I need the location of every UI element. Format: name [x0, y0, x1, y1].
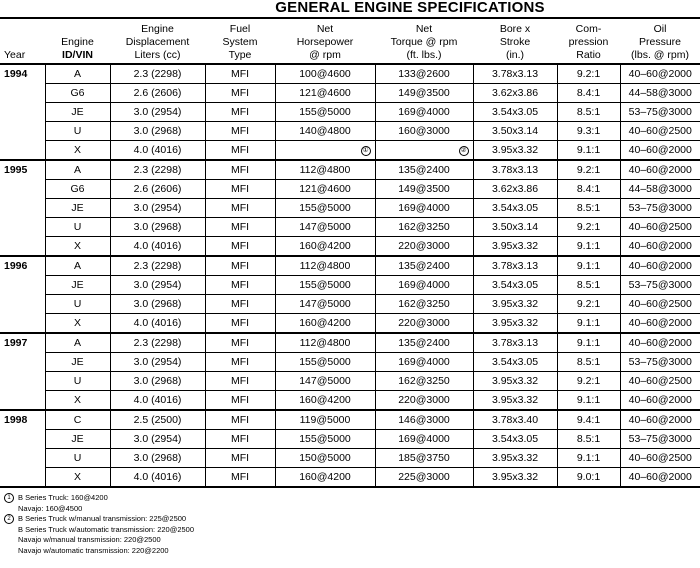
fuel-system-cell: MFI — [205, 237, 275, 257]
engine-specifications-table — [0, 17, 700, 488]
bore-stroke-cell: 3.95x3.32 — [473, 449, 557, 468]
torque-cell: 185@3750 — [375, 449, 473, 468]
displacement-cell: 2.3 (2298) — [110, 160, 205, 180]
fuel-system-cell: MFI — [205, 391, 275, 411]
bore-stroke-cell: 3.95x3.32 — [473, 237, 557, 257]
oil-pressure-cell: 44–58@3000 — [620, 180, 700, 199]
table-row — [0, 160, 700, 180]
bore-stroke-cell: 3.54x3.05 — [473, 430, 557, 449]
header-line: Com- — [575, 23, 602, 35]
displacement-cell: 3.0 (2954) — [110, 430, 205, 449]
oil-pressure-cell: 53–75@3000 — [620, 353, 700, 372]
compression-cell: 9.0:1 — [557, 468, 620, 488]
displacement-cell: 2.6 (2606) — [110, 84, 205, 103]
footnote — [4, 504, 82, 514]
horsepower-cell: 100@4600 — [275, 64, 375, 84]
oil-pressure-cell: 40–60@2000 — [620, 333, 700, 353]
oil-pressure-cell: 40–60@2000 — [620, 410, 700, 430]
fuel-system-cell: MFI — [205, 314, 275, 334]
engine-id-cell: A — [45, 160, 110, 180]
footnote-text: B Series Truck w/automatic transmission: 220@2500 — [18, 524, 195, 534]
fuel-system-cell: MFI — [205, 353, 275, 372]
compression-cell: 8.4:1 — [557, 180, 620, 199]
header-line: Pressure — [638, 36, 681, 48]
header-line: @ rpm — [309, 49, 341, 61]
horsepower-cell: 160@4200 — [275, 314, 375, 334]
table-row — [0, 410, 700, 430]
year-cell: 1998 — [0, 410, 45, 487]
horsepower-cell: 155@5000 — [275, 199, 375, 218]
oil-pressure-cell: 40–60@2000 — [620, 256, 700, 276]
fuel-system-cell: MFI — [205, 64, 275, 84]
oil-pressure-cell: 40–60@2000 — [620, 141, 700, 161]
bore-stroke-cell: 3.54x3.05 — [473, 276, 557, 295]
torque-cell: 169@4000 — [375, 276, 473, 295]
displacement-cell: 3.0 (2954) — [110, 103, 205, 122]
fuel-system-cell: MFI — [205, 430, 275, 449]
compression-cell: 8.5:1 — [557, 103, 620, 122]
bore-stroke-cell: 3.50x3.14 — [473, 122, 557, 141]
header-displacement — [110, 18, 205, 64]
fuel-system-cell: MFI — [205, 180, 275, 199]
displacement-cell: 3.0 (2954) — [110, 353, 205, 372]
footnote — [4, 535, 161, 545]
table-row — [0, 295, 700, 314]
engine-id-cell: X — [45, 237, 110, 257]
horsepower-cell: 155@5000 — [275, 276, 375, 295]
oil-pressure-cell: 53–75@3000 — [620, 199, 700, 218]
table-row — [0, 333, 700, 353]
header-line: (lbs. @ rpm) — [631, 49, 689, 61]
engine-id-cell: JE — [45, 199, 110, 218]
engine-id-cell: JE — [45, 276, 110, 295]
displacement-cell: 2.3 (2298) — [110, 256, 205, 276]
oil-pressure-cell: 53–75@3000 — [620, 430, 700, 449]
compression-cell: 9.2:1 — [557, 160, 620, 180]
engine-id-cell: A — [45, 256, 110, 276]
header-oil-pressure — [620, 18, 700, 64]
table-row — [0, 468, 700, 488]
year-cell: 1997 — [0, 333, 45, 410]
footnote-text: Navajo w/manual transmission: 220@2500 — [18, 535, 161, 544]
fuel-system-cell: MFI — [205, 256, 275, 276]
oil-pressure-cell: 44–58@3000 — [620, 84, 700, 103]
displacement-cell: 3.0 (2968) — [110, 122, 205, 141]
year-cell: 1994 — [0, 64, 45, 160]
horsepower-cell: 112@4800 — [275, 333, 375, 353]
engine-id-cell: X — [45, 391, 110, 411]
horsepower-cell: 140@4800 — [275, 122, 375, 141]
footnote-marker: ① — [362, 147, 369, 154]
bore-stroke-cell: 3.95x3.32 — [473, 141, 557, 161]
header-line: Horsepower — [296, 36, 354, 48]
fuel-system-cell: MFI — [205, 372, 275, 391]
compression-cell: 8.5:1 — [557, 276, 620, 295]
displacement-cell: 2.3 (2298) — [110, 333, 205, 353]
displacement-cell: 2.6 (2606) — [110, 180, 205, 199]
engine-id-cell: JE — [45, 103, 110, 122]
table-row — [0, 64, 700, 84]
compression-cell: 9.1:1 — [557, 314, 620, 334]
horsepower-cell: 112@4800 — [275, 160, 375, 180]
fuel-system-cell: MFI — [205, 122, 275, 141]
year-cell: 1995 — [0, 160, 45, 256]
compression-cell: 9.2:1 — [557, 64, 620, 84]
fuel-system-cell: MFI — [205, 141, 275, 161]
footnote-text: Navajo w/automatic transmission: 220@2200 — [18, 545, 169, 555]
table-row — [0, 141, 700, 161]
torque-cell: 160@3000 — [375, 122, 473, 141]
table-row — [0, 218, 700, 237]
torque-cell: 135@2400 — [375, 256, 473, 276]
fuel-system-cell: MFI — [205, 218, 275, 237]
torque-cell: 135@2400 — [375, 333, 473, 353]
torque-cell: 220@3000 — [375, 314, 473, 334]
engine-id-cell: G6 — [45, 84, 110, 103]
compression-cell: 9.2:1 — [557, 372, 620, 391]
table-row — [0, 449, 700, 468]
header-line: (ft. lbs.) — [406, 49, 442, 61]
horsepower-cell: 147@5000 — [275, 295, 375, 314]
footnote — [4, 546, 169, 556]
oil-pressure-cell: 40–60@2500 — [620, 218, 700, 237]
compression-cell: 8.5:1 — [557, 199, 620, 218]
footnote — [4, 514, 186, 524]
header-line: Liters (cc) — [134, 49, 181, 61]
oil-pressure-cell: 40–60@2500 — [620, 295, 700, 314]
engine-id-cell: U — [45, 449, 110, 468]
torque-cell: 220@3000 — [375, 237, 473, 257]
header-year: Year — [0, 18, 45, 64]
horsepower-cell: 112@4800 — [275, 256, 375, 276]
table-row — [0, 180, 700, 199]
bore-stroke-cell: 3.78x3.13 — [473, 64, 557, 84]
table-row — [0, 353, 700, 372]
footnote — [4, 493, 108, 503]
engine-id-cell: U — [45, 218, 110, 237]
fuel-system-cell: MFI — [205, 333, 275, 353]
engine-id-cell: U — [45, 372, 110, 391]
oil-pressure-cell: 40–60@2000 — [620, 391, 700, 411]
header-line: Engine — [61, 36, 94, 48]
bore-stroke-cell: 3.95x3.32 — [473, 314, 557, 334]
fuel-system-cell: MFI — [205, 160, 275, 180]
header-line: Type — [228, 49, 252, 61]
header-line: Net — [316, 23, 334, 35]
torque-cell: 169@4000 — [375, 103, 473, 122]
compression-cell: 8.5:1 — [557, 430, 620, 449]
horsepower-cell: 155@5000 — [275, 103, 375, 122]
horsepower-cell: 160@4200 — [275, 391, 375, 411]
fuel-system-cell: MFI — [205, 199, 275, 218]
engine-id-cell: G6 — [45, 180, 110, 199]
footnote-marker: ② — [460, 147, 467, 154]
oil-pressure-cell: 40–60@2500 — [620, 372, 700, 391]
horsepower-cell: 147@5000 — [275, 372, 375, 391]
footnote-text: B Series Truck w/manual transmission: 225@2500 — [18, 514, 187, 523]
torque-cell: 133@2600 — [375, 64, 473, 84]
torque-cell: 162@3250 — [375, 295, 473, 314]
table-row — [0, 122, 700, 141]
displacement-cell: 4.0 (4016) — [110, 314, 205, 334]
bore-stroke-cell: 3.78x3.13 — [473, 160, 557, 180]
torque-cell — [375, 141, 473, 161]
year-cell: 1996 — [0, 256, 45, 333]
torque-cell: 149@3500 — [375, 180, 473, 199]
table-row — [0, 430, 700, 449]
header-line: Ratio — [576, 49, 601, 61]
header-line: Displacement — [125, 36, 190, 48]
table-row — [0, 276, 700, 295]
bore-stroke-cell: 3.78x3.13 — [473, 256, 557, 276]
fuel-system-cell: MFI — [205, 295, 275, 314]
fuel-system-cell: MFI — [205, 84, 275, 103]
header-line: Stroke — [499, 36, 531, 48]
table-row — [0, 237, 700, 257]
compression-cell: 9.2:1 — [557, 295, 620, 314]
bore-stroke-cell: 3.95x3.32 — [473, 468, 557, 488]
horsepower-cell: 155@5000 — [275, 353, 375, 372]
torque-cell: 169@4000 — [375, 430, 473, 449]
footnote — [4, 525, 194, 535]
displacement-cell: 4.0 (4016) — [110, 237, 205, 257]
horsepower-cell: 155@5000 — [275, 430, 375, 449]
header-bore-stroke — [473, 18, 557, 64]
header-engine-id — [45, 18, 110, 64]
bore-stroke-cell: 3.62x3.86 — [473, 180, 557, 199]
compression-cell: 9.1:1 — [557, 237, 620, 257]
oil-pressure-cell: 40–60@2500 — [620, 449, 700, 468]
fuel-system-cell: MFI — [205, 276, 275, 295]
compression-cell: 8.4:1 — [557, 84, 620, 103]
oil-pressure-cell: 40–60@2000 — [620, 64, 700, 84]
displacement-cell: 3.0 (2968) — [110, 295, 205, 314]
horsepower-cell: 121@4600 — [275, 180, 375, 199]
horsepower-cell: 160@4200 — [275, 237, 375, 257]
footnote-number-icon: 2 — [4, 514, 14, 524]
header-line: ID/VIN — [62, 49, 93, 61]
bore-stroke-cell: 3.78x3.13 — [473, 333, 557, 353]
fuel-system-cell: MFI — [205, 410, 275, 430]
torque-cell: 169@4000 — [375, 199, 473, 218]
footnote-text: B Series Truck: 160@4200 — [18, 493, 108, 502]
header-compression — [557, 18, 620, 64]
displacement-cell: 4.0 (4016) — [110, 391, 205, 411]
compression-cell: 9.1:1 — [557, 391, 620, 411]
displacement-cell: 4.0 (4016) — [110, 468, 205, 488]
compression-cell: 8.5:1 — [557, 353, 620, 372]
table-row — [0, 391, 700, 411]
table-row — [0, 256, 700, 276]
torque-cell: 225@3000 — [375, 468, 473, 488]
engine-id-cell: A — [45, 64, 110, 84]
displacement-cell: 3.0 (2968) — [110, 218, 205, 237]
bore-stroke-cell: 3.95x3.32 — [473, 391, 557, 411]
displacement-cell: 3.0 (2954) — [110, 199, 205, 218]
compression-cell: 9.1:1 — [557, 141, 620, 161]
page-title: GENERAL ENGINE SPECIFICATIONS — [275, 0, 545, 16]
torque-cell: 146@3000 — [375, 410, 473, 430]
engine-id-cell: X — [45, 141, 110, 161]
engine-id-cell: JE — [45, 353, 110, 372]
bore-stroke-cell: 3.54x3.05 — [473, 199, 557, 218]
header-line: pression — [568, 36, 609, 48]
bore-stroke-cell: 3.62x3.86 — [473, 84, 557, 103]
torque-cell: 135@2400 — [375, 160, 473, 180]
engine-id-cell: A — [45, 333, 110, 353]
horsepower-cell — [275, 141, 375, 161]
engine-id-cell: JE — [45, 430, 110, 449]
displacement-cell: 2.3 (2298) — [110, 64, 205, 84]
header-line: System — [222, 36, 258, 48]
displacement-cell: 4.0 (4016) — [110, 141, 205, 161]
oil-pressure-cell: 53–75@3000 — [620, 276, 700, 295]
fuel-system-cell: MFI — [205, 468, 275, 488]
header-fuel-system — [205, 18, 275, 64]
displacement-cell: 3.0 (2954) — [110, 276, 205, 295]
compression-cell: 9.2:1 — [557, 218, 620, 237]
bore-stroke-cell: 3.95x3.32 — [473, 295, 557, 314]
bore-stroke-cell: 3.54x3.05 — [473, 353, 557, 372]
horsepower-cell: 119@5000 — [275, 410, 375, 430]
table-row — [0, 314, 700, 334]
table-row — [0, 84, 700, 103]
header-row — [0, 18, 700, 64]
compression-cell: 9.1:1 — [557, 256, 620, 276]
compression-cell: 9.4:1 — [557, 410, 620, 430]
torque-cell: 220@3000 — [375, 391, 473, 411]
compression-cell: 9.1:1 — [557, 449, 620, 468]
bore-stroke-cell: 3.54x3.05 — [473, 103, 557, 122]
oil-pressure-cell: 40–60@2000 — [620, 468, 700, 488]
torque-cell: 169@4000 — [375, 353, 473, 372]
displacement-cell: 3.0 (2968) — [110, 372, 205, 391]
oil-pressure-cell: 40–60@2000 — [620, 314, 700, 334]
table-row — [0, 103, 700, 122]
engine-id-cell: X — [45, 314, 110, 334]
header-line: Engine — [141, 23, 174, 35]
bore-stroke-cell: 3.95x3.32 — [473, 372, 557, 391]
bore-stroke-cell: 3.78x3.40 — [473, 410, 557, 430]
fuel-system-cell: MFI — [205, 103, 275, 122]
oil-pressure-cell: 40–60@2000 — [620, 237, 700, 257]
horsepower-cell: 160@4200 — [275, 468, 375, 488]
engine-id-cell: U — [45, 295, 110, 314]
header-line: Bore x — [499, 23, 531, 35]
oil-pressure-cell: 40–60@2000 — [620, 160, 700, 180]
header-line: Torque @ rpm — [390, 36, 458, 48]
header-line: (in.) — [505, 49, 525, 61]
footnote-text: Navajo: 160@4500 — [18, 503, 83, 513]
table-row — [0, 199, 700, 218]
torque-cell: 162@3250 — [375, 372, 473, 391]
header-line: Oil — [653, 23, 667, 35]
torque-cell: 162@3250 — [375, 218, 473, 237]
horsepower-cell: 150@5000 — [275, 449, 375, 468]
header-horsepower — [275, 18, 375, 64]
footnote-number-icon: 1 — [4, 493, 14, 503]
engine-id-cell: X — [45, 468, 110, 488]
header-line: Net — [415, 23, 433, 35]
compression-cell: 9.3:1 — [557, 122, 620, 141]
horsepower-cell: 147@5000 — [275, 218, 375, 237]
oil-pressure-cell: 40–60@2500 — [620, 122, 700, 141]
compression-cell: 9.1:1 — [557, 333, 620, 353]
horsepower-cell: 121@4600 — [275, 84, 375, 103]
displacement-cell: 2.5 (2500) — [110, 410, 205, 430]
bore-stroke-cell: 3.50x3.14 — [473, 218, 557, 237]
table-row — [0, 372, 700, 391]
displacement-cell: 3.0 (2968) — [110, 449, 205, 468]
header-torque — [375, 18, 473, 64]
fuel-system-cell: MFI — [205, 449, 275, 468]
torque-cell: 149@3500 — [375, 84, 473, 103]
engine-id-cell: C — [45, 410, 110, 430]
engine-id-cell: U — [45, 122, 110, 141]
header-line: Fuel — [229, 23, 251, 35]
oil-pressure-cell: 53–75@3000 — [620, 103, 700, 122]
